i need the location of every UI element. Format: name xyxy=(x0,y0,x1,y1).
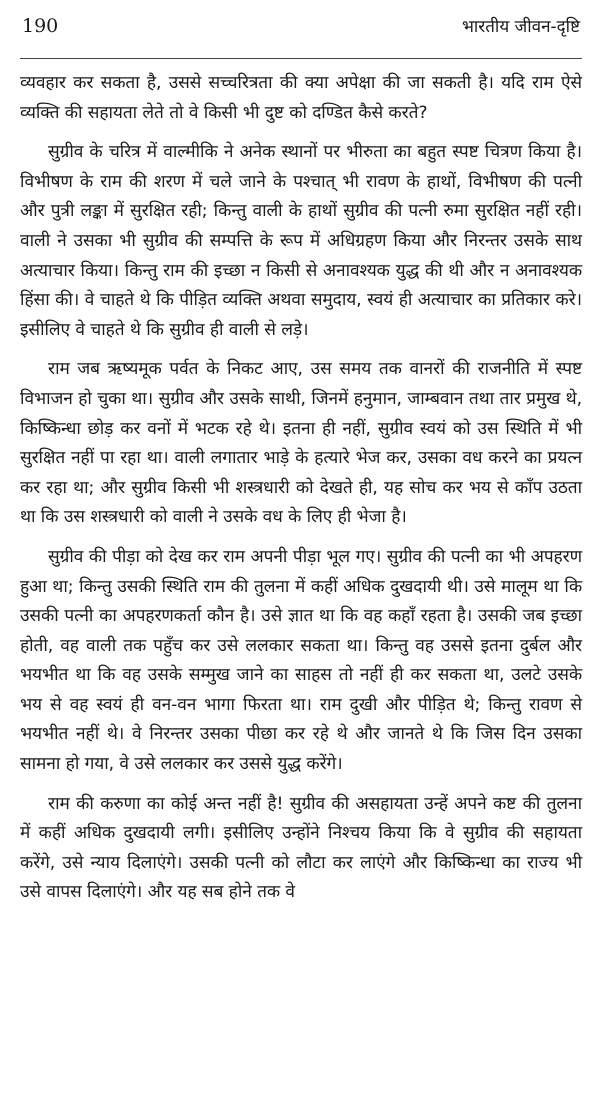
body-text xyxy=(20,69,582,908)
paragraph-2: सुग्रीव के चरित्र में वाल्मीकि ने अनेक स्थानों पर भीरुता का बहुत स्पष्ट चित्रण किया है। विभीषण के राम की शरण में चले जाने के पश्चात् भी रावण के हाथों, विभीषण की पत्नी और पुत्री लङ्का में सुरक्षित रही; किन्तु वाली के हाथों सुग्रीव की पत्नी रुमा सुरक्षित नहीं रही। वाली ने उसका भी सुग्रीव की सम्पत्ति के रूप में अधिग्रहण किया और निरन्तर उसके साथ अत्याचार किया। किन्तु राम की इच्छा न किसी से अनावश्यक युद्ध की थी और न अनावश्यक हिंसा की। वे चाहते थे कि पीड़ित व्यक्ति अथवा समुदाय, स्वयं ही अत्याचार का प्रतिकार करे। इसीलिए वे चाहते थे कि सुग्रीव ही वाली से लड़े। xyxy=(20,142,582,340)
running-title: भारतीय जीवन-दृष्टि xyxy=(461,17,580,37)
paragraph-1: व्यवहार कर सकता है, उससे सच्चरित्रता की क्या अपेक्षा की जा सकती है। यदि राम ऐसे व्यक्ति की सहायता लेते तो वे किसी भी दुष्ट को दण्डित कैसे करते? xyxy=(20,73,582,123)
paragraph-5: राम की करुणा का कोई अन्त नहीं है! सुग्रीव की असहायता उन्हें अपने कष्ट की तुलना में कहीं अधिक दुखदायी लगी। इसीलिए उन्होंने निश्चय किया कि वे सुग्रीव की सहायता करेंगे, उसे न्याय दिलाएंगे। उसकी पत्नी को लौटा कर लाएंगे और किष्किन्धा का राज्य भी उसे वापस दिलाएंगे। और यह सब होने तक वे xyxy=(20,793,582,903)
paragraph-3: राम जब ऋष्यमूक पर्वत के निकट आए, उस समय तक वानरों की राजनीति में स्पष्ट विभाजन हो चुका था। सुग्रीव और उसके साथी, जिनमें हनुमान, जाम्बवान तथा तार प्रमुख थे, किष्किन्धा छोड़ कर वनों में भटक रहे थे। इतना ही नहीं, सुग्रीव स्वयं को उस स्थिति में भी सुरक्षित नहीं पा रहा था। वाली लगातार भाड़े के हत्यारे भेज कर, उसका वध करने का प्रयत्न कर रहा था; और सुग्रीव किसी भी शस्त्रधारी को देखते ही, यह सोच कर भय से काँप उठता था कि उस शस्त्रधारी को वाली ने उसके वध के लिए ही भेजा है। xyxy=(20,359,582,528)
paragraph-4: सुग्रीव की पीड़ा को देख कर राम अपनी पीड़ा भूल गए। सुग्रीव की पत्नी का भी अपहरण हुआ था; किन्तु उसकी स्थिति राम की तुलना में कहीं अधिक दुखदायी थी। उसे मालूम था कि उसकी पत्नी का अपहरणकर्ता कौन है। उसे ज्ञात था कि वह कहाँ रहता है। उसकी जब इच्छा होती, वह वाली तक पहुँच कर उसे ललकार सकता था। किन्तु वह उससे इतना दुर्बल और भयभीत था कि वह उसके सम्मुख जाने का साहस तो नहीं ही कर सकता था, उलटे उसके भय से वह स्वयं ही वन-वन भागा फिरता था। राम दुखी और पीड़ित थे; किन्तु रावण से भयभीत नहीं थे। वे निरन्तर उसका पीछा कर रहे थे और जानते थे कि जिस दिन उसका सामना हो गया, वे उसे ललकार कर उससे युद्ध करेंगे। xyxy=(20,546,582,775)
page-number: 190 xyxy=(22,15,59,37)
page-header xyxy=(20,14,582,59)
